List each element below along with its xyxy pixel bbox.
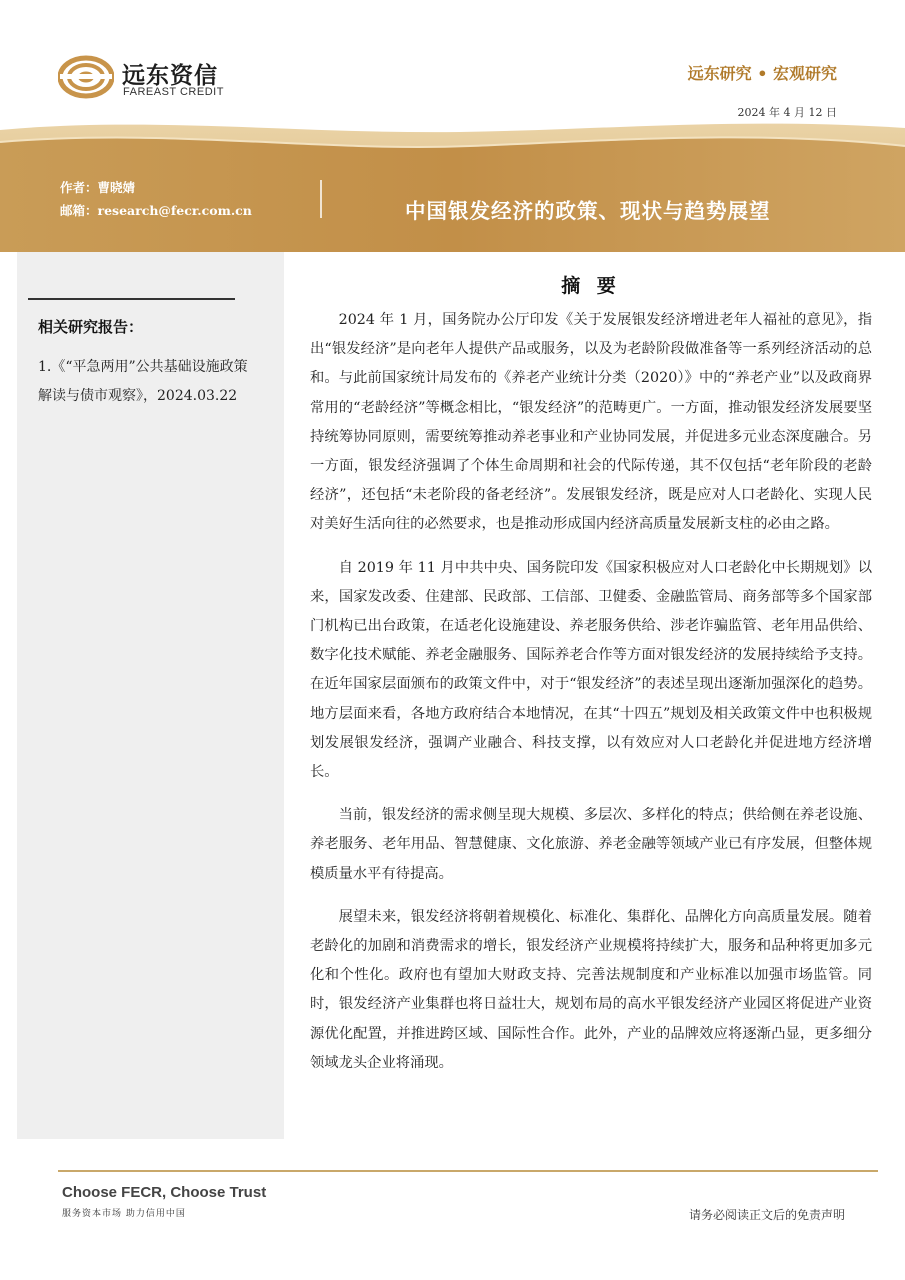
- abstract-section: [310, 272, 872, 1092]
- footer-disclaimer: 请务必阅读正文后的免责声明: [688, 1208, 845, 1222]
- report-series: 远东研究 • 宏观研究: [687, 64, 837, 83]
- logo-emblem-icon: [58, 55, 114, 99]
- abstract-paragraph: 展望未来，银发经济将朝着规模化、标准化、集群化、品牌化方向高质量发展。随着老龄化的加剧和消费需求的增长，银发经济产业规模将持续扩大，服务和品种将更加多元化和个性化。政府也有望加大财政支持、完善法规制度和产业标准以加强市场监管。同时，银发经济产业集群也将日益壮大，规划布局的高水平银发经济产业园区将促进产业资源优化配置，并推进跨区域、国际性合作。此外，产业的品牌效应将逐渐凸显，更多细分领域龙头企业将涌现。: [310, 908, 872, 1071]
- email-line: 邮箱：research@fecr.com.cn: [60, 203, 252, 218]
- company-logo: [58, 55, 228, 101]
- logo-chinese-text: 远东资信: [122, 63, 218, 89]
- sidebar-rule: [28, 298, 235, 300]
- header-banner: [0, 112, 905, 252]
- banner-divider: [320, 180, 322, 218]
- abstract-paragraph: 自 2019 年 11 月中共中央、国务院印发《国家积极应对人口老龄化中长期规划》以来，国家发改委、住建部、民政部、工信部、卫健委、金融监管局、商务部等多个国家部门机构已出台政策，在适老化设施建设、养老服务供给、涉老诈骗监管、老年用品供给、数字化技术赋能、养老金融服务、国际养老合作等方面对银发经济的发展持续给予支持。在近年国家层面颁布的政策文件中，对于“银发经济”的表述呈现出逐渐加强深化的趋势。地方层面来看，各地方政府结合本地情况，在其“十四五”规划及相关政策文件中也积极规划发展银发经济，强调产业融合、科技支撑，以有效应对人口老龄化并促进地方经济增长。: [310, 559, 872, 781]
- logo-english-text: FAREAST CREDIT: [123, 86, 224, 98]
- abstract-paragraph: 当前，银发经济的需求侧呈现大规模、多层次、多样化的特点；供给侧在养老设施、养老服务、老年用品、智慧健康、文化旅游、养老金融等领域产业已有序发展，但整体规模质量水平有待提高。: [310, 807, 872, 882]
- author-line: 作者：曹晓婧: [60, 180, 136, 195]
- related-reports-heading: 相关研究报告：: [38, 318, 144, 336]
- report-title: 中国银发经济的政策、现状与趋势展望: [405, 199, 771, 223]
- footer-slogan: Choose FECR, Choose Trust: [62, 1184, 267, 1201]
- abstract-title: 摘 要: [561, 275, 621, 297]
- footer-rule: [58, 1170, 878, 1172]
- footer-slogan-sub: 服务资本市场 助力信用中国: [62, 1209, 186, 1219]
- abstract-paragraph: 2024 年 1 月，国务院办公厅印发《关于发展银发经济增进老年人福祉的意见》，指出“银发经济”是向老年人提供产品或服务，以及为老龄阶段做准备等一系列经济活动的总和。与此前国家统计局发布的《养老产业统计分类（2020）》中的“养老产业”以及政商界常用的“老龄经济”等概念相比，“银发经济”的范畴更广。一方面，推动银发经济发展要坚持统筹协同原则，需要统筹推动养老事业和产业协同发展，并促进多元业态深度融合。另一方面，银发经济强调了个体生命周期和社会的代际传递，其不仅包括“老年阶段的老龄经济”，还包括“未老阶段的备老经济”。发展银发经济，既是应对人口老龄化、实现人民对美好生活向往的必然要求，也是推动形成国内经济高质量发展新支柱的必由之路。: [310, 312, 872, 533]
- related-report-link[interactable]: 1.《“平急两用”公共基础设施政策解读与债市观察》，2024.03.22: [38, 359, 248, 404]
- report-date: 2024 年 4 月 12 日: [737, 106, 837, 119]
